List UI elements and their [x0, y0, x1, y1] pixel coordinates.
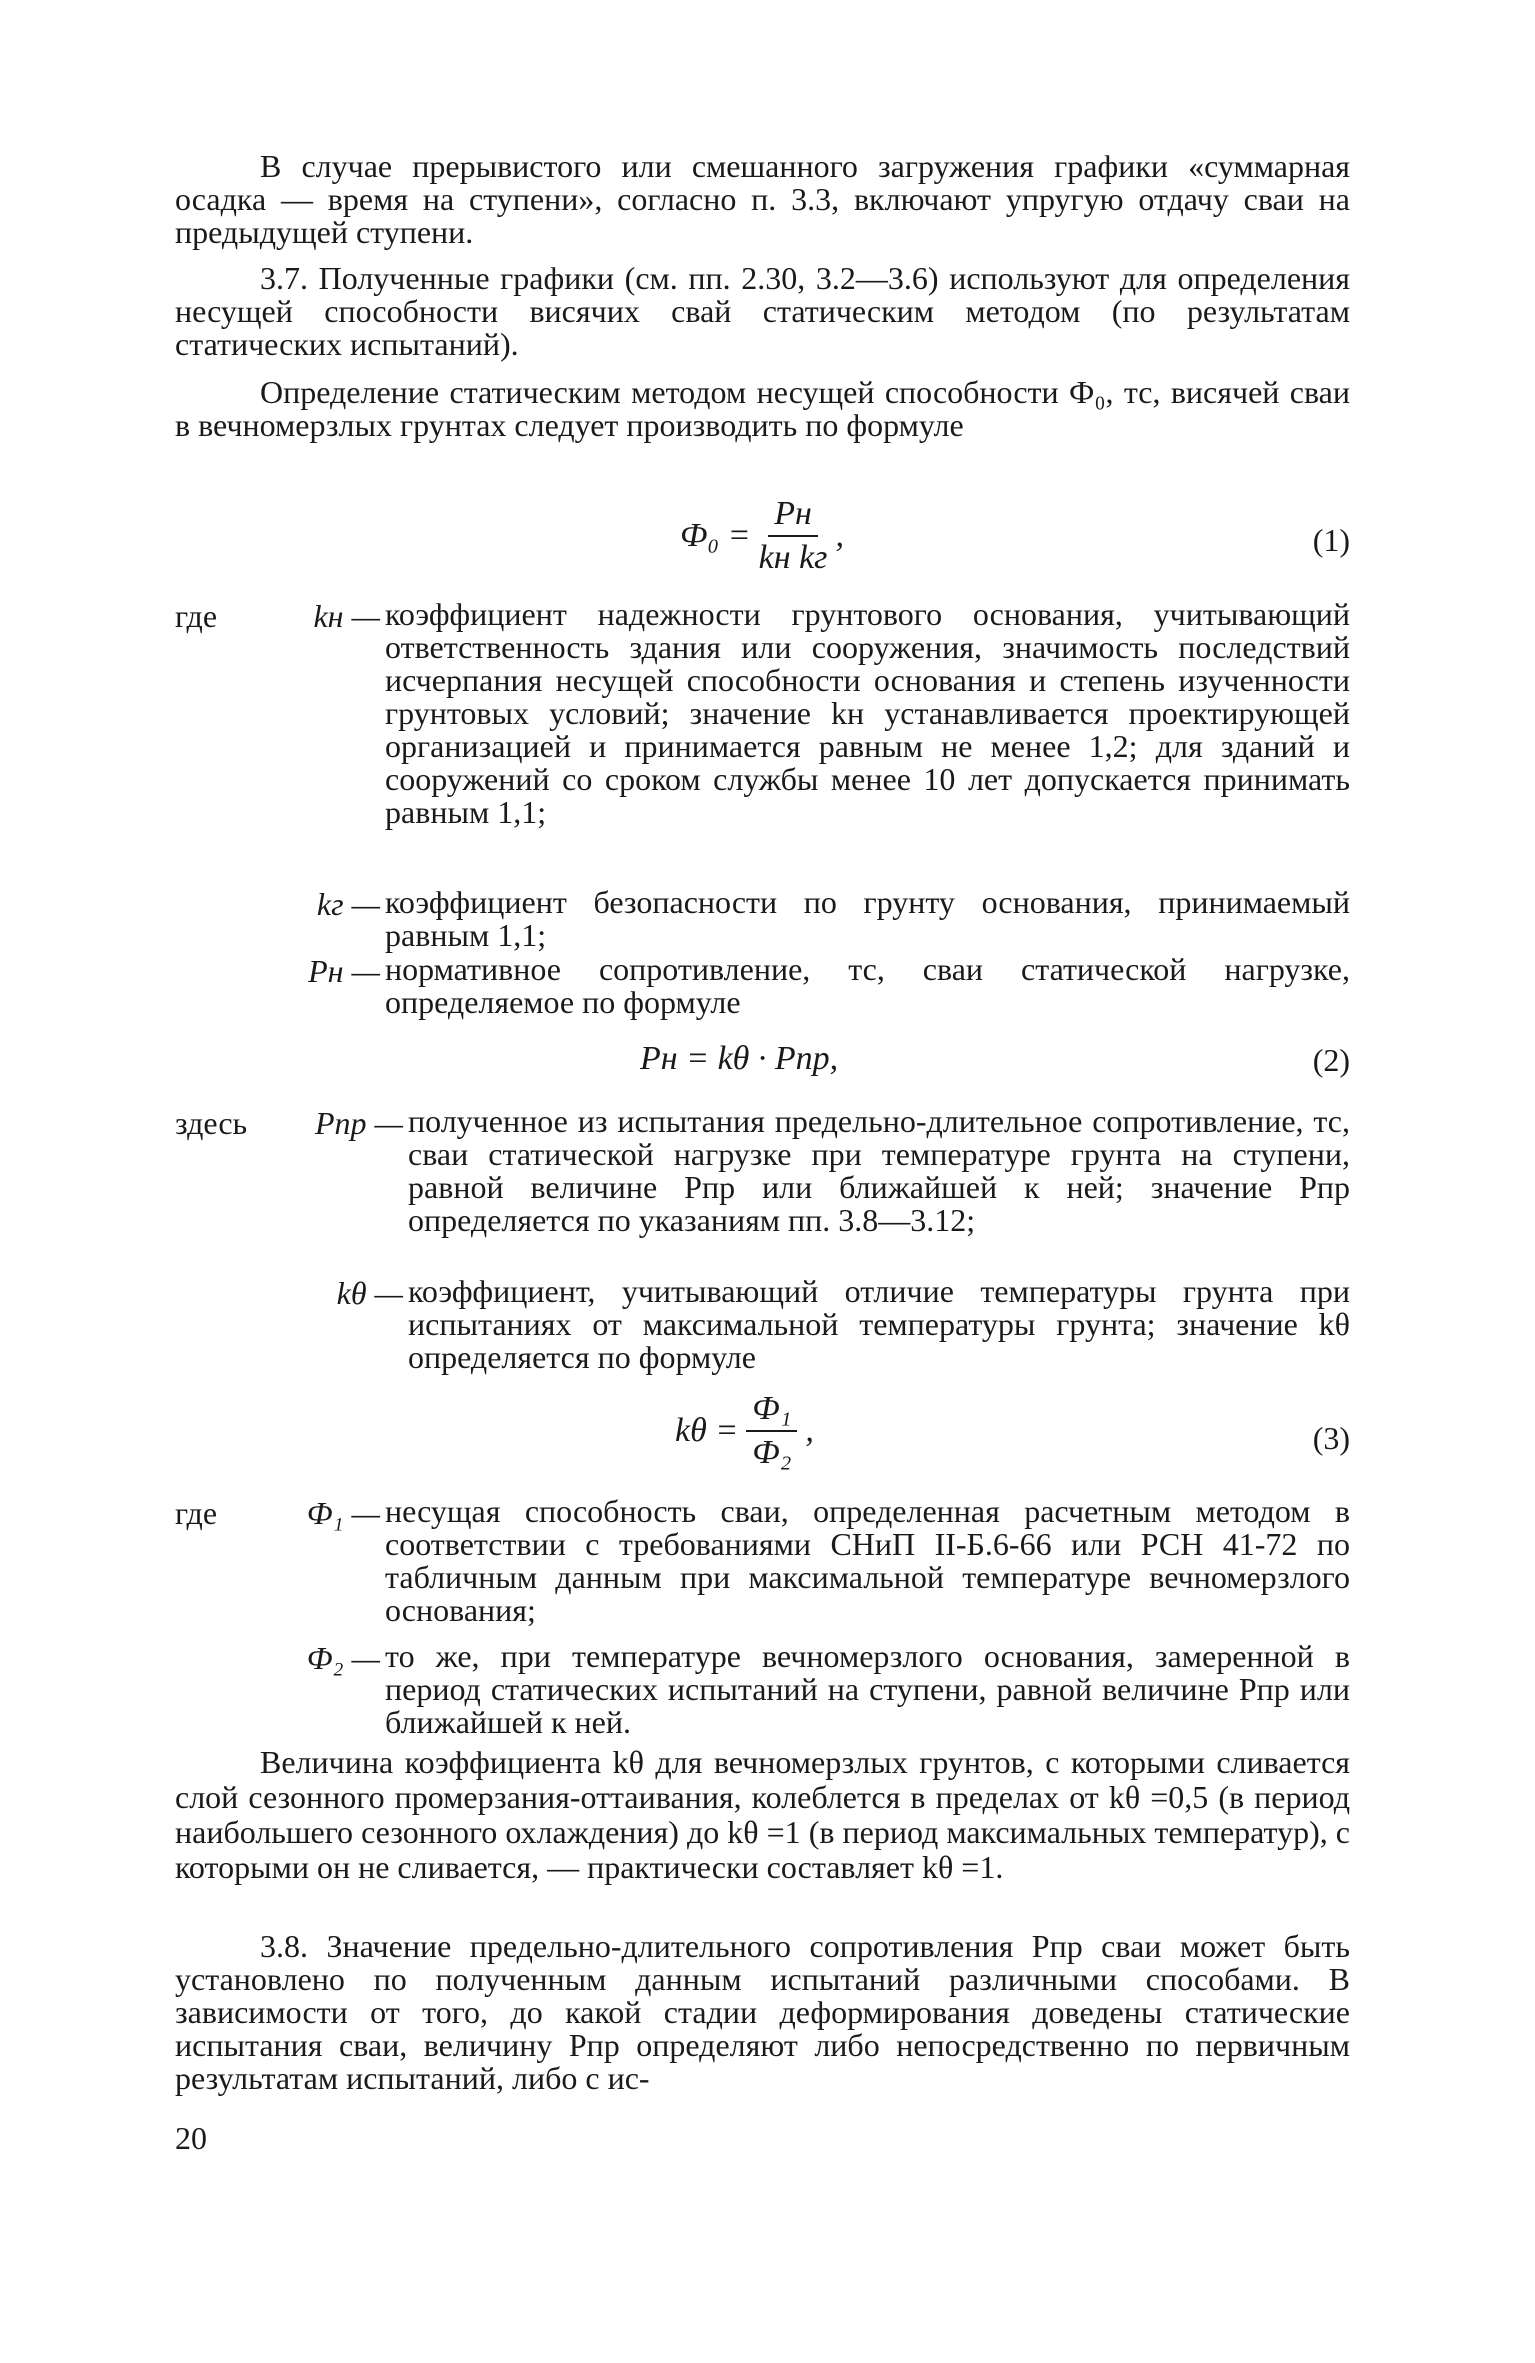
formula-3-denominator: Ф₂ — [752, 1434, 792, 1471]
formula-1-tail: , — [835, 517, 844, 554]
formula-2 — [640, 1040, 838, 1078]
defs-1-lead: где — [175, 598, 218, 634]
paragraph-1: В случае прерывистого или смешанного загружения графики «суммарная осадка — время на ступени», согласно п. 3.3, включают упругую отдачу сваи на предыдущей ступени. — [175, 148, 1350, 250]
paragraph-ktheta-range: Величина коэффициента kθ для вечномерзлых грунтов, с которыми сливается слой сезонного промерзания-оттаивания, колеблется в пределах от kθ =0,5 (в период наибольшего сезонного охлаждения) до kθ =1 (в период максимальных температур), с которыми он не сливается, — практически составляет kθ =1. — [175, 1744, 1350, 1885]
formula-1-numerator: Pн — [768, 495, 818, 537]
def-phi2-text: то же, при температуре вечномерзлого основания, замеренной в период статических испытаний на ступени, равной величине Pпр или ближайшей к ней. — [385, 1638, 1350, 1740]
paragraph-3-8: 3.8. Значение предельно-длительного сопротивления Pпр сваи может быть установлено по полученным данным испытаний различными способами. В зависимости от того, до какой стадии деформирования доведены статические испытания сваи, величину Pпр определяют либо непосредственно по первичным результатам испытаний, либо с ис- — [175, 1928, 1350, 2096]
def-kg-symbol: kг — — [316, 886, 380, 922]
def-phi2-symbol: Ф₂ — — [306, 1640, 380, 1676]
def-pn-symbol: Pн — — [308, 953, 380, 989]
defs-2-lead: здесь — [175, 1105, 248, 1141]
def-kn-text: коэффициент надежности грунтового основания, учитывающий ответственность здания или сооружения, значимость последствий исчерпания несущей способности основания и степень изученности грунтовых условий; значение kн устанавливается проектирующей организацией и принимается равным не менее 1,2; для зданий и сооружений со сроком службы менее 10 лет допускается принимать равным 1,1; — [385, 596, 1350, 830]
paragraph-3-7: 3.7. Полученные графики (см. пп. 2.30, 3.2—3.6) используют для определения несущей способности висячих свай статическим методом (по результатам статических испытаний). — [175, 260, 1350, 362]
formula-2-number: (2) — [1312, 1042, 1350, 1078]
formula-3-numerator: Ф₁ — [746, 1390, 797, 1432]
def-ktheta-symbol: kθ — — [336, 1275, 403, 1311]
formula-3-number: (3) — [1312, 1420, 1350, 1456]
page-number: 20 — [175, 2120, 207, 2156]
paragraph-definition: Определение статическим методом несущей способности Ф₀, тс, висячей сваи в вечномерзлых грунтах следует производить по формуле — [175, 374, 1350, 443]
def-kn-symbol: kн — — [313, 598, 380, 634]
formula-1-number: (1) — [1312, 522, 1350, 558]
def-ppr-text: полученное из испытания предельно-длительное сопротивление, тс, сваи статической нагрузке при температуре грунта на ступени, равной величине Pпр или ближайшей к ней; значение Pпр определяется по указаниям пп. 3.8—3.12; — [408, 1103, 1350, 1238]
formula-1-lhs: Ф₀ = — [680, 517, 751, 554]
formula-2-expression: Pн = kθ · Pпр, — [640, 1040, 839, 1077]
def-ppr-symbol: Pпр — — [315, 1105, 403, 1141]
formula-1-denominator: kн kг — [758, 539, 828, 576]
def-kg-text: коэффициент безопасности по грунту основания, принимаемый равным 1,1; — [385, 884, 1350, 953]
formula-3-tail: , — [805, 1412, 814, 1449]
formula-3-lhs: kθ = — [675, 1412, 739, 1449]
def-phi1-text: несущая способность сваи, определенная расчетным методом в соответствии с требованиями СНиП II-Б.6-66 или РСН 41-72 по табличным данным при максимальной температуре вечномерзлого основания; — [385, 1493, 1350, 1628]
formula-3 — [675, 1390, 814, 1472]
formula-1 — [680, 495, 844, 577]
def-pn-text: нормативное сопротивление, тс, сваи статической нагрузке, определяемое по формуле — [385, 951, 1350, 1020]
formula-1-fraction — [759, 495, 828, 577]
defs-3-lead: где — [175, 1495, 218, 1531]
def-phi1-symbol: Ф₁ — — [306, 1495, 380, 1531]
def-ktheta-text: коэффициент, учитывающий отличие температуры грунта при испытаниях от максимальной температуры грунта; значение kθ определяется по формуле — [408, 1273, 1350, 1375]
formula-3-fraction — [746, 1390, 797, 1472]
